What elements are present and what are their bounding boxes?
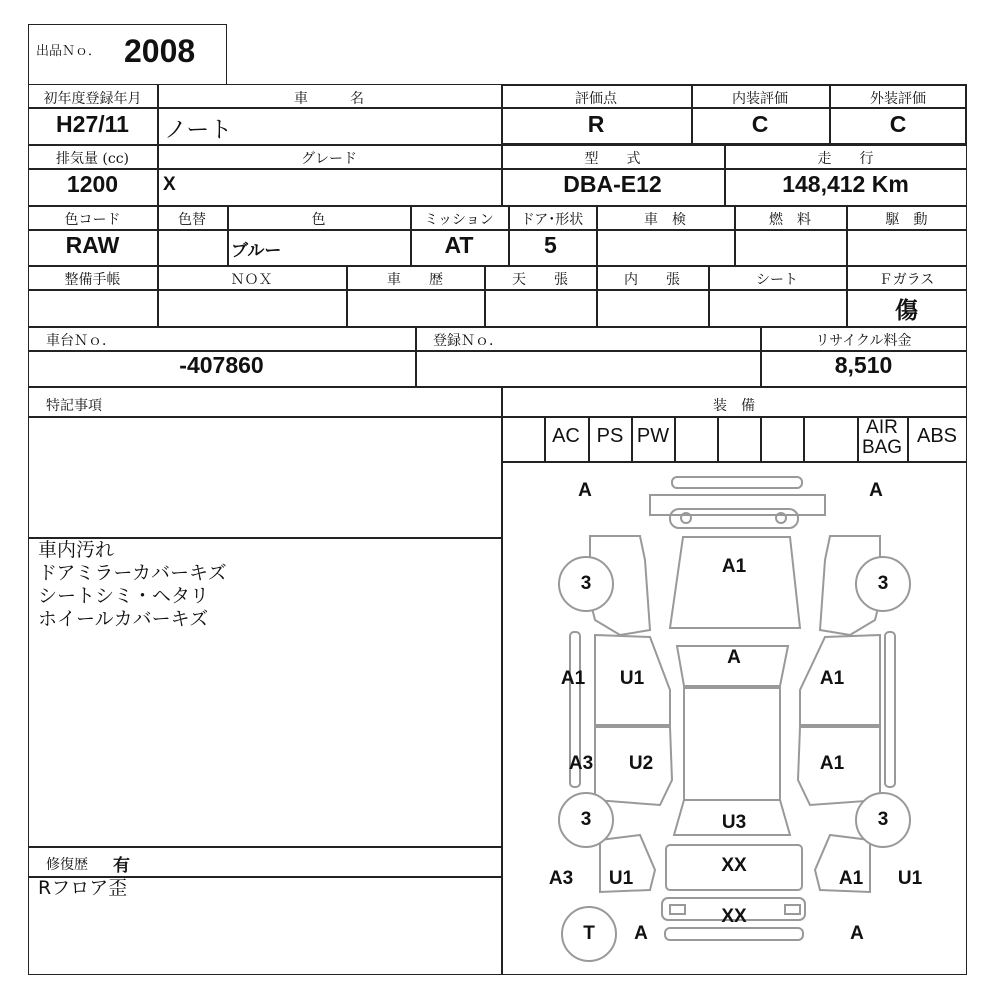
- damage-mark: A1: [819, 668, 845, 689]
- remarks-label: 特記事項: [46, 398, 102, 414]
- remarks-line: 車内汚れ: [38, 539, 115, 561]
- mission-value: AT: [444, 232, 474, 258]
- equipment-item: PW: [636, 425, 670, 447]
- rear-bumper-lower-shape: [665, 928, 803, 940]
- car-name-value: ノート: [164, 116, 233, 142]
- damage-mark: U1: [619, 668, 645, 689]
- grade-label: グレード: [301, 151, 357, 167]
- drive-label: 駆 動: [885, 212, 928, 228]
- rear-plate-shape: [785, 905, 800, 914]
- lot-number: 2008: [124, 33, 196, 69]
- equipment-item: AC: [552, 425, 580, 447]
- repaint-label: 色替: [178, 212, 206, 228]
- car-name-label: 車 名: [294, 91, 364, 107]
- tire-tread-mark: 3: [580, 809, 592, 830]
- mileage-label: 走 行: [817, 151, 874, 167]
- registration-value: H27/11: [56, 111, 129, 137]
- equipment-item: ABS: [916, 425, 958, 447]
- damage-mark: U2: [628, 753, 654, 774]
- damage-mark: A3: [548, 868, 574, 889]
- damage-mark: XX: [721, 906, 747, 927]
- lot-label: 出品Ｎｏ．: [36, 44, 102, 59]
- hood-shape: [670, 537, 800, 628]
- rear-plate-shape: [670, 905, 685, 914]
- mission-label: ミッション: [424, 212, 494, 228]
- damage-mark: A: [578, 480, 592, 501]
- score-value: R: [587, 111, 605, 137]
- tire-tread-mark: 3: [877, 809, 889, 830]
- roof-shape: [684, 688, 780, 800]
- front-panel-shape: [650, 495, 825, 515]
- damage-mark: A: [850, 923, 864, 944]
- registration-label: 初年度登録年月: [43, 91, 142, 107]
- damage-mark: A1: [819, 753, 845, 774]
- right-sill-shape: [885, 632, 895, 787]
- recycle-fee-label: リサイクル料金: [815, 333, 912, 349]
- repair-history-value: 有: [113, 856, 130, 875]
- chassis-no-label: 車台Ｎｏ．: [46, 333, 116, 349]
- color-code-label: 色コード: [64, 212, 121, 228]
- spare-tire-mark: T: [583, 923, 595, 944]
- inner-lining-label: 内 張: [624, 272, 680, 288]
- damage-mark: U3: [721, 812, 747, 833]
- roof-lining-label: 天 張: [512, 272, 568, 288]
- score-label: 評価点: [575, 91, 617, 107]
- service-record-label: 整備手帳: [64, 272, 121, 288]
- damage-mark: A1: [721, 556, 747, 577]
- interior-grade-label: 内装評価: [732, 91, 788, 107]
- tire-tread-mark: 3: [580, 573, 592, 594]
- front-grille-shape: [670, 509, 798, 528]
- damage-mark: A1: [560, 668, 586, 689]
- front-glass-label: Ｆガラス: [878, 272, 935, 288]
- door-value: 5: [544, 232, 557, 258]
- grade-value: X: [163, 174, 176, 195]
- history-label: 車 歴: [387, 272, 443, 288]
- registration-no-label: 登録Ｎｏ．: [433, 333, 503, 349]
- damage-mark: A: [869, 480, 883, 501]
- model-label: 型 式: [584, 151, 641, 167]
- equipment-item-airbag: AIR BAG: [861, 417, 903, 458]
- chassis-no-value: -407860: [179, 352, 264, 378]
- equipment-label: 装 備: [713, 398, 755, 414]
- damage-mark: A: [727, 647, 741, 668]
- door-label: ドア･形状: [520, 212, 584, 228]
- fuel-label: 燃 料: [769, 212, 811, 228]
- remarks-line: ホイールカバーキズ: [38, 608, 209, 630]
- exterior-grade-label: 外装評価: [870, 91, 926, 107]
- damage-mark: XX: [721, 855, 747, 876]
- damage-mark: U1: [608, 868, 634, 889]
- model-value: DBA-E12: [563, 171, 662, 197]
- interior-grade-value: C: [751, 111, 769, 137]
- recycle-fee-value: 8,510: [834, 352, 893, 378]
- repair-note: Rフロア歪: [38, 877, 128, 899]
- remarks-line: シートシミ・ヘタリ: [38, 585, 210, 607]
- displacement-label: 排気量 (cc): [55, 151, 130, 167]
- color-value: ブルー: [231, 241, 282, 260]
- damage-mark: A1: [838, 868, 864, 889]
- exterior-grade-value: C: [889, 111, 907, 137]
- remarks-line: ドアミラーカバーキズ: [38, 562, 227, 584]
- front-bumper-shape: [672, 477, 802, 488]
- color-code-value: RAW: [65, 232, 120, 258]
- damage-mark: U1: [897, 868, 923, 889]
- seat-label: シート: [756, 272, 798, 288]
- front-glass-value: 傷: [895, 297, 918, 323]
- mileage-value: 148,412 Km: [782, 171, 909, 197]
- displacement-value: 1200: [66, 171, 119, 197]
- equipment-item: PS: [596, 425, 624, 447]
- tire-tread-mark: 3: [877, 573, 889, 594]
- repair-history-label: 修復歴: [46, 857, 88, 873]
- damage-mark: A3: [568, 753, 594, 774]
- color-label: 色: [311, 212, 326, 228]
- nox-label: ＮＯＸ: [230, 272, 273, 288]
- inspection-label: 車 検: [644, 212, 686, 228]
- damage-mark: A: [634, 923, 648, 944]
